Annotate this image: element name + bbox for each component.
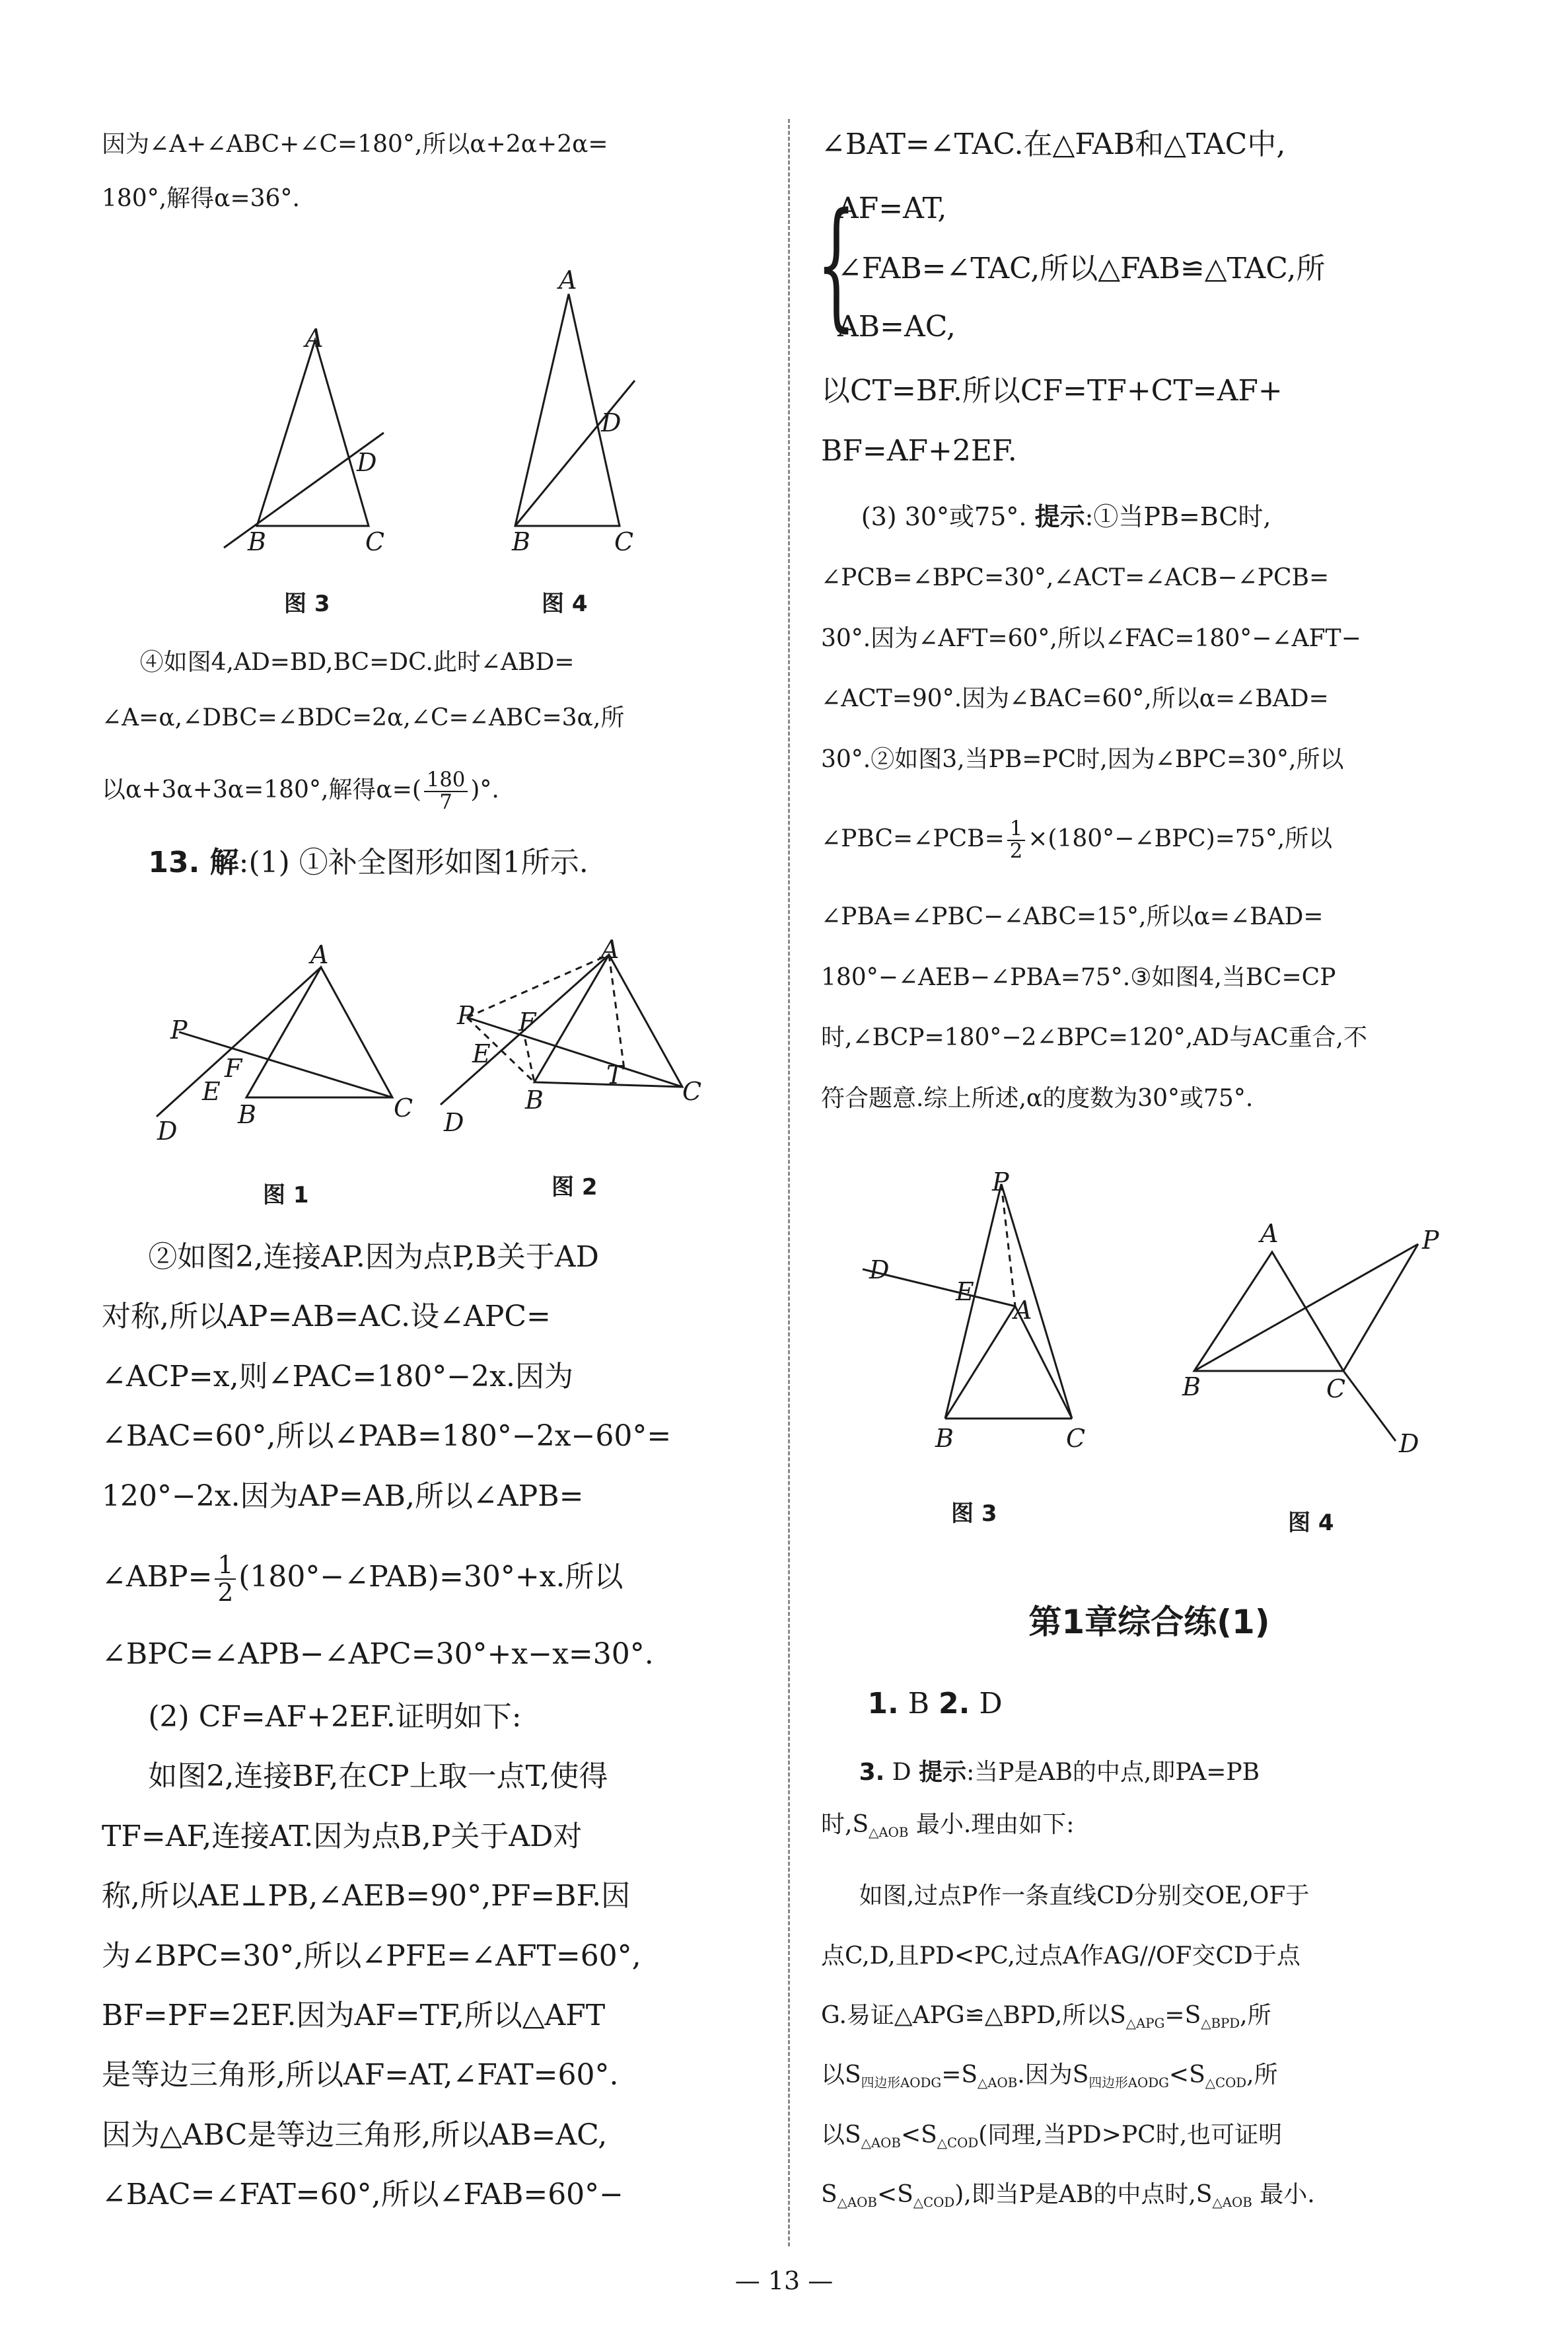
triangle-abc	[257, 340, 369, 526]
text-segment: 最小.理由如下:	[908, 1811, 1075, 1838]
text-segment: 120°−2x.因为AP=AB,所以∠APB=	[102, 1479, 584, 1513]
point-label: A	[310, 940, 329, 969]
brace-symbol: {	[816, 183, 857, 345]
text-segment: ∠A=α,∠DBC=∠BDC=2α,∠C=∠ABC=3α,所	[102, 704, 625, 731]
text-segment: ②如图2,连接AP.因为点P,B关于AD	[148, 1240, 599, 1274]
text-segment: ∠BAC=60°,所以∠PAB=180°−2x−60°=	[102, 1419, 672, 1453]
figure-caption: 图 3	[951, 1500, 997, 1527]
point-label: C	[394, 1093, 413, 1123]
point-label: B	[1182, 1372, 1201, 1401]
subscript: △COD	[913, 2194, 955, 2210]
point-label: P	[457, 1001, 474, 1030]
text-segment: 以S	[821, 2122, 861, 2149]
text-segment: (2) CF=AF+2EF.证明如下:	[148, 1700, 522, 1734]
text-segment: 如图2,连接BF,在CP上取一点T,使得	[148, 1759, 608, 1793]
text-segment: D	[884, 1759, 919, 1786]
figure-caption: 图 4	[1288, 1510, 1334, 1536]
fraction-denominator: 2	[1009, 840, 1023, 863]
section-title: 第1章综合练(1)	[1028, 1603, 1270, 1641]
text-segment: 最小.	[1252, 2181, 1315, 2208]
point-label: B	[525, 1086, 544, 1115]
figure-left-2	[441, 935, 701, 1200]
point-label: E	[472, 1039, 491, 1068]
point-label: F	[518, 1008, 536, 1037]
bold-label: 13. 解	[148, 846, 239, 879]
text-segment: ∠PBC=∠PCB=	[821, 825, 1005, 852]
subscript: △AOB	[869, 1824, 909, 1840]
bold-label: 1.	[867, 1687, 899, 1720]
text-segment: B	[898, 1687, 939, 1720]
point-label: C	[1326, 1374, 1346, 1403]
bold-label: 提示	[1034, 502, 1085, 531]
fraction-numerator: 1	[1007, 819, 1025, 841]
bold-label: 提示	[919, 1759, 967, 1786]
text-segment: 30°.②如图3,当PB=PC时,因为∠BPC=30°,所以	[821, 746, 1344, 773]
text-segment: 30°.因为∠AFT=60°,所以∠FAC=180°−∠AFT−	[821, 625, 1361, 652]
text-segment: ),即当P是AB的中点时,S	[954, 2181, 1213, 2208]
point-label: A	[1260, 1219, 1279, 1248]
text-segment: AB=AC,	[837, 310, 956, 344]
text-segment: BF=PF=2EF.因为AF=TF,所以△AFT	[102, 1999, 606, 2032]
figure-right-3	[863, 1167, 1085, 1527]
fraction-denominator: 2	[217, 1577, 234, 1607]
subscript: △AOB	[837, 2194, 877, 2210]
point-label: D	[1399, 1429, 1419, 1458]
text-segment: :①当PB=BC时,	[1085, 502, 1271, 531]
text-segment: D	[970, 1687, 1003, 1720]
point-label: B	[512, 527, 530, 556]
point-label: E	[956, 1277, 974, 1306]
text-segment: 180°,解得α=36°.	[102, 185, 300, 212]
point-label: B	[935, 1424, 954, 1453]
text-segment: ∠ACP=x,则∠PAC=180°−2x.因为	[102, 1360, 573, 1393]
subscript: △AOB	[978, 2075, 1018, 2090]
fraction-numerator: 180	[424, 770, 468, 792]
text-segment: ∠PBA=∠PBC−∠ABC=15°,所以α=∠BAD=	[821, 903, 1324, 930]
subscript: △AOB	[861, 2135, 901, 2151]
text-segment: AF=AT,	[837, 192, 947, 225]
text-segment: <S	[876, 2181, 913, 2208]
point-label: D	[601, 408, 622, 437]
figure-left-4	[511, 266, 635, 617]
text-segment: ∠ACT=90°.因为∠BAC=60°,所以α=∠BAD=	[821, 685, 1329, 712]
text-segment: 称,所以AE⊥PB,∠AEB=90°,PF=BF.因	[102, 1879, 631, 1913]
text-segment: :当P是AB的中点,即PA=PB	[966, 1759, 1260, 1786]
point-label: P	[1422, 1226, 1439, 1255]
text-segment: BF=AF+2EF.	[821, 434, 1017, 468]
point-label: E	[202, 1077, 221, 1106]
point-label: B	[238, 1100, 256, 1129]
text-segment: ④如图4,AD=BD,BC=DC.此时∠ABD=	[139, 649, 575, 676]
text-segment: )°.	[470, 776, 499, 803]
text-segment: (同理,当PD>PC时,也可证明	[978, 2122, 1283, 2149]
text-segment: ,所	[1246, 2061, 1278, 2088]
figure-caption: 图 3	[284, 591, 330, 617]
page-number: — 13 —	[734, 2266, 834, 2295]
point-label: C	[682, 1077, 702, 1106]
text-segment: ×(180°−∠BPC)=75°,所以	[1028, 825, 1333, 852]
text-segment: 为∠BPC=30°,所以∠PFE=∠AFT=60°,	[102, 1939, 641, 1973]
subscript: 四边形AODG	[1088, 2075, 1169, 2090]
point-label: C	[1066, 1424, 1086, 1453]
point-label: A	[1014, 1296, 1032, 1325]
dashed-at	[609, 955, 624, 1069]
text-segment: 时,S	[821, 1811, 869, 1838]
point-label: A	[559, 266, 577, 295]
text-segment: 因为∠A+∠ABC+∠C=180°,所以α+2α+2α=	[102, 131, 608, 158]
text-segment: ,所	[1240, 2002, 1271, 2029]
text-segment: <S	[900, 2122, 937, 2149]
text-segment: G.易证△APG≌△BPD,所以S	[821, 2002, 1126, 2029]
text-segment: (180°−∠PAB)=30°+x.所以	[238, 1560, 624, 1594]
point-label: B	[248, 527, 266, 556]
text-segment: ∠FAB=∠TAC,所以△FAB≌△TAC,所	[837, 252, 1326, 285]
point-label: D	[444, 1108, 464, 1137]
text-segment: 时,∠BCP=180°−2∠BPC=120°,AD与AC重合,不	[821, 1024, 1367, 1051]
figure-caption: 图 1	[263, 1182, 309, 1208]
text-segment: S	[821, 2181, 837, 2208]
fraction-denominator: 7	[439, 791, 452, 814]
triangle-abc	[246, 967, 392, 1097]
point-label: P	[992, 1167, 1009, 1197]
text-segment: 是等边三角形,所以AF=AT,∠FAT=60°.	[102, 2058, 619, 2092]
subscript: △COD	[937, 2135, 979, 2151]
figure-caption: 图 2	[552, 1174, 598, 1200]
point-label: C	[614, 527, 634, 556]
point-label: D	[869, 1255, 890, 1284]
text-segment: :(1) ①补全图形如图1所示.	[238, 846, 588, 879]
text-segment: 对称,所以AP=AB=AC.设∠APC=	[102, 1300, 551, 1333]
text-segment: 以α+3α+3α=180°,解得α=(	[102, 776, 421, 803]
text-segment: ∠BAC=∠FAT=60°,所以∠FAB=60°−	[102, 2178, 624, 2211]
point-label: D	[357, 448, 377, 477]
text-segment: ∠ABP=	[102, 1560, 213, 1594]
dashed-pa	[467, 955, 609, 1017]
text-segment: TF=AF,连接AT.因为点B,P关于AD对	[102, 1820, 583, 1853]
text-segment: 点C,D,且PD<PC,过点A作AG//OF交CD于点	[821, 1942, 1301, 1970]
text-segment: 符合题意.综上所述,α的度数为30°或75°.	[821, 1085, 1254, 1112]
subscript: △BPD	[1201, 2015, 1240, 2031]
text-segment: 因为△ABC是等边三角形,所以AB=AC,	[102, 2118, 608, 2152]
fraction-numerator: 1	[215, 1552, 236, 1579]
point-label: A	[601, 935, 620, 964]
line-bd	[515, 381, 635, 526]
text-segment: <S	[1168, 2061, 1205, 2088]
point-label: T	[606, 1060, 624, 1089]
text-segment: ∠BAT=∠TAC.在△FAB和△TAC中,	[821, 128, 1286, 161]
text-segment: 以S	[821, 2061, 861, 2088]
point-label: C	[365, 527, 385, 556]
subscript: △APG	[1125, 2015, 1165, 2031]
point-label: D	[157, 1117, 178, 1146]
text-segment: .因为S	[1017, 2061, 1089, 2088]
text-segment: (3) 30°或75°.	[861, 502, 1035, 531]
subscript: △COD	[1205, 2075, 1247, 2090]
figure-caption: 图 4	[542, 591, 588, 617]
text-segment: 以CT=BF.所以CF=TF+CT=AF+	[821, 374, 1283, 408]
point-label: P	[170, 1015, 188, 1045]
text-segment: ∠BPC=∠APB−∠APC=30°+x−x=30°.	[102, 1637, 654, 1671]
point-label: F	[225, 1054, 242, 1083]
figure-left-1	[157, 940, 413, 1208]
figure-left-3	[224, 324, 384, 617]
bold-label: 2.	[939, 1687, 970, 1720]
figure-right-4	[1182, 1219, 1440, 1536]
subscript: 四边形AODG	[861, 2075, 942, 2090]
subscript: △AOB	[1212, 2194, 1252, 2210]
text-segment: =S	[1164, 2002, 1201, 2029]
text-segment: ∠PCB=∠BPC=30°,∠ACT=∠ACB−∠PCB=	[821, 564, 1330, 591]
text-segment: 180°−∠AEB−∠PBA=75°.③如图4,当BC=CP	[821, 964, 1336, 991]
text-segment: =S	[941, 2061, 978, 2088]
bold-label: 3.	[859, 1759, 885, 1786]
point-label: A	[305, 324, 324, 353]
text-segment: 如图,过点P作一条直线CD分别交OE,OF于	[859, 1882, 1310, 1909]
